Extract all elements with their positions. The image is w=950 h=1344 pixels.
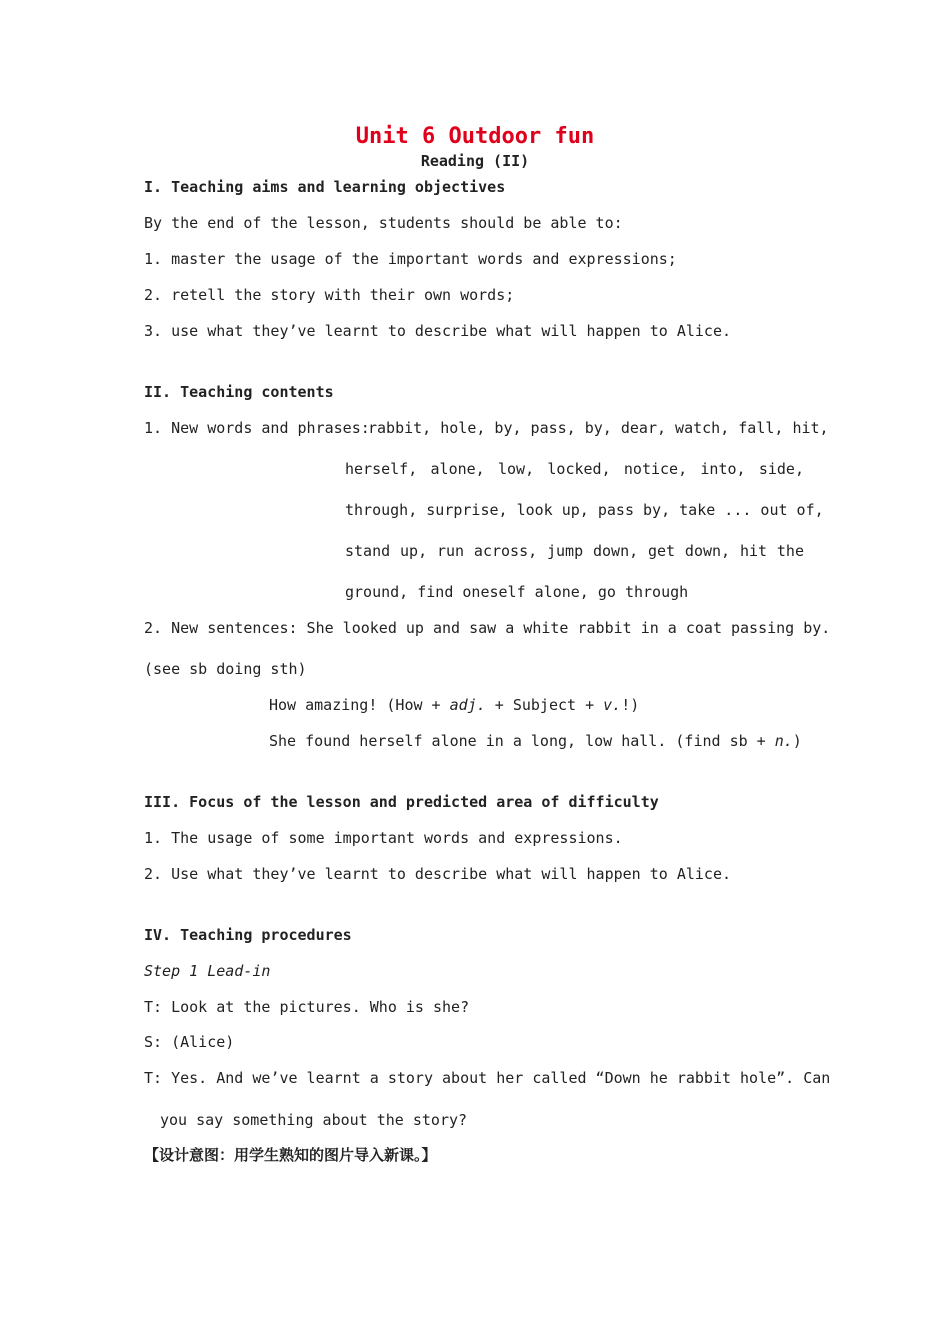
- section-heading-aims: I. Teaching aims and learning objectives: [144, 178, 506, 196]
- aim-item-3: 3. use what they’ve learnt to describe what will happen to Alice.: [144, 322, 731, 340]
- dialogue-line-4: you say something about the story?: [160, 1111, 468, 1129]
- page-subtitle: Reading (II): [420, 152, 530, 170]
- design-intent-note: 【设计意图：用学生熟知的图片导入新课。】: [144, 1146, 437, 1164]
- new-sentence-1-pattern: (see sb doing sth): [144, 660, 307, 678]
- aims-intro: By the end of the lesson, students should be able to:: [144, 214, 623, 232]
- new-sentence-2: How amazing! (How + adj. + Subject + v.!): [269, 696, 640, 714]
- new-words-label: 1. New words and phrases:: [144, 419, 370, 437]
- dialogue-line-3: T: Yes. And we’ve learnt a story about her called “Down he rabbit hole”. Can: [144, 1069, 831, 1087]
- section-heading-focus: III. Focus of the lesson and predicted area of difficulty: [144, 793, 659, 811]
- step-1-title: Step 1 Lead-in: [144, 962, 271, 980]
- section-heading-procedures: IV. Teaching procedures: [144, 926, 352, 944]
- focus-item-2: 2. Use what they’ve learnt to describe what will happen to Alice.: [144, 865, 731, 883]
- section-heading-contents: II. Teaching contents: [144, 383, 334, 401]
- new-words-line-5: ground, find oneself alone, go through: [345, 583, 689, 601]
- dialogue-line-2: S: (Alice): [144, 1033, 235, 1051]
- new-words-line-1: rabbit, hole, by, pass, by, dear, watch, fall, hit,: [368, 419, 829, 437]
- new-words-line-2: herself, alone, low, locked, notice, into, side,: [345, 460, 804, 478]
- new-sentence-3: She found herself alone in a long, low hall. (find sb + n.): [269, 732, 802, 750]
- focus-item-1: 1. The usage of some important words and expressions.: [144, 829, 623, 847]
- aim-item-2: 2. retell the story with their own words;: [144, 286, 515, 304]
- new-words-line-4: stand up, run across, jump down, get down, hit the: [345, 542, 804, 560]
- page-title: Unit 6 Outdoor fun: [355, 124, 595, 149]
- aim-item-1: 1. master the usage of the important words and expressions;: [144, 250, 677, 268]
- new-sentence-1: 2. New sentences: She looked up and saw a white rabbit in a coat passing by.: [144, 619, 831, 637]
- new-words-line-3: through, surprise, look up, pass by, take ... out of,: [345, 501, 824, 519]
- dialogue-line-1: T: Look at the pictures. Who is she?: [144, 998, 470, 1016]
